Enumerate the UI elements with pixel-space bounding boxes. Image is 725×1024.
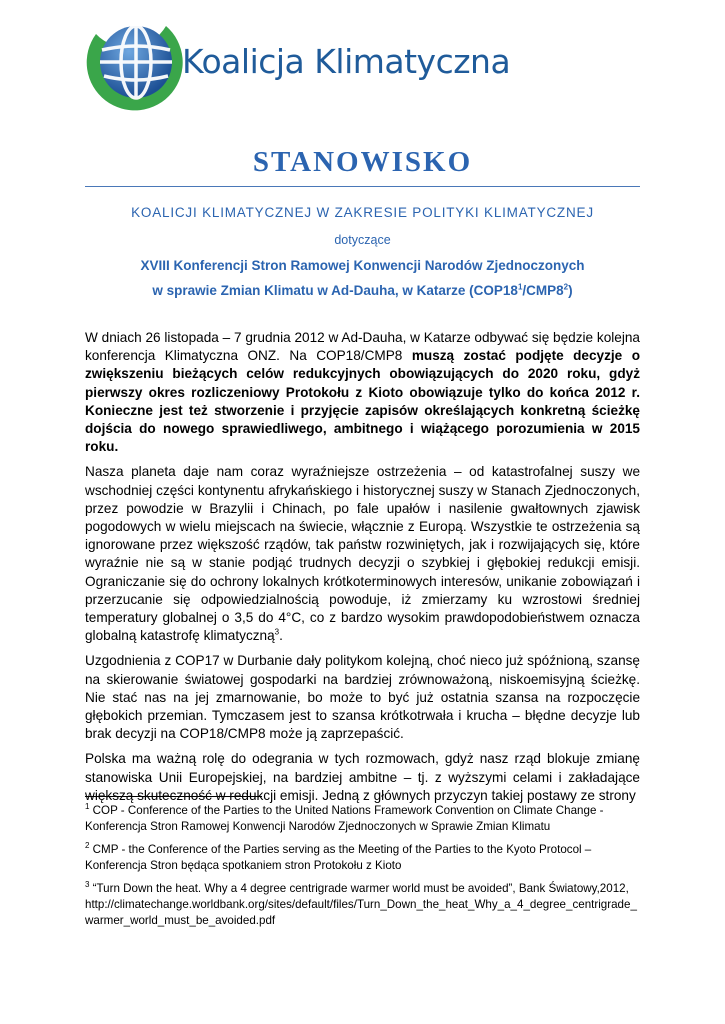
paragraph-1-intro: W dniach 26 listopada – 7 grudnia 2012 w Ad-Dauha, w Katarze odbywać się będzie kolejna konferencja Klimatyczna ONZ. Na COP18/CMP8 (85, 330, 640, 364)
footnote-ref-3: 3 (274, 627, 280, 637)
globe-logo-icon (78, 12, 188, 122)
footnote-text: COP - Conference of the Parties to the United Nations Framework Convention on Climate Change - Konferencja Stron Ramowej Konwencji Narodów Zjednoczonych w Sprawie Zmian Klimatu (85, 804, 604, 833)
footnotes (85, 803, 640, 936)
footnote-link[interactable]: http://climatechange.worldbank.org/sites/default/files/Turn_Down_the_heat_Why_a_4_degree_centrigrade_warmer_world_must_be_avoided.pdf (85, 897, 637, 927)
footnote-1 (85, 803, 640, 834)
logo-text: Koalicja Klimatyczna (182, 42, 511, 81)
footnote-3 (85, 881, 640, 928)
subtitle-close-paren: ) (568, 283, 573, 298)
footnote-divider (85, 796, 262, 797)
body-text (85, 329, 640, 812)
footnote-text: CMP - the Conference of the Parties serving as the Meeting of the Parties to the Kyoto Protocol – Konferencja Stron będąca spotkaniem stron Protokołu z Kioto (85, 843, 592, 872)
paragraph-2-text: Nasza planeta daje nam coraz wyraźniejsze ostrzeżenia – od katastrofalnej suszy we wschodniej części kontynentu afrykańskiego i historycznej suszy w Stanach Zjednoczonych, przez powodzie w Brazylii i Chinach, po fale upałów i nasilenie gwałtownych zjawisk pogodowych w wielu miejscach na świecie, włącznie z Europą. Wszystkie te ostrzeżenia są ignorowane przez większość rządów, tak państw rozwiniętych, jak i rozwijających się, które wyraźnie nie są w stanie podjąć trudnych decyzji o szybkiej i głębokiej redukcji emisji. Ograniczanie się do ochrony lokalnych krótkoterminowych interesów, unikanie zobowiązań i przerzucanie się odpowiedzialnością powoduje, iż zmierzamy ku wzrostowi średniej temperatury globalnej o 3,5 do 4°C, co z bardzo wysokim prawdopodobieństwem oznacza globalną katastrofę klimatyczną (85, 464, 640, 644)
paragraph-2-end: . (279, 628, 283, 644)
footnote-2 (85, 842, 640, 873)
subtitle-conference: XVIII Konferencji Stron Ramowej Konwencji Narodów Zjednoczonych (140, 258, 585, 273)
footnote-text: “Turn Down the heat. Why a 4 degree centrigrade warmer world must be avoided”, Bank Światowy,2012, (89, 882, 629, 896)
subtitle-conference-location (60, 283, 665, 298)
subtitle-cmp-text: /CMP8 (522, 283, 564, 298)
footnote-number: 2 (85, 841, 90, 851)
paragraph-3: Uzgodnienia z COP17 w Durbanie dały politykom kolejną, choć nieco już spóźnioną, szansę na skierowanie światowej gospodarki na bardziej zrównoważoną, niskoemisyjną ścieżkę. Nie stać nas na jej zmarnowanie, bo może to być już ostatnia szansa na rozpoczęcie głębokich przemian. Tymczasem jest to szansa krótkotrwała i krucha – błędne decyzje lub brak decyzji na COP18/CMP8 może ją zaprzepaścić. (85, 653, 640, 742)
paragraph-4: Polska ma ważną rolę do odegrania w tych rozmowach, gdyż nasz rząd blokuje zmianę stanowiska Unii Europejskiej, na bardziej ambitne – tj. z wyższymi celami i zakładające większą skuteczność w redukcji emisji. Jedną z głównych przyczyn takiej postawy ze strony (85, 751, 640, 803)
footnote-number: 3 (85, 880, 90, 890)
footnote-ref-2: 2 (563, 282, 569, 292)
logo (78, 12, 538, 122)
paragraph-1 (85, 329, 640, 456)
paragraph-2 (85, 463, 640, 645)
subtitle-location-text: w sprawie Zmian Klimatu w Ad-Dauha, w Katarze (COP18 (152, 283, 518, 298)
footnote-ref-1: 1 (517, 282, 523, 292)
page-title: STANOWISKO (252, 146, 473, 178)
subtitle-regarding: dotyczące (334, 233, 391, 247)
paragraph-1-emphasis: muszą zostać podjęte decyzje o zwiększeniu bieżących celów redukcyjnych obowiązujących do 2020 roku, gdyż pierwszy okres rozliczeniowy Protokołu z Kioto obowiązuje tylko do końca 2012 r. Konieczne jest też stworzenie i przyjęcie zapisów określających konkretną ścieżkę dojścia do nowego sprawiedliwego, ambitnego i wiążącego porozumienia w 2015 roku. (85, 348, 641, 455)
subtitle-organization: KOALICJI KLIMATYCZNEJ W ZAKRESIE POLITYKI KLIMATYCZNEJ (131, 205, 594, 220)
title-divider (85, 186, 640, 187)
footnote-number: 1 (85, 802, 90, 812)
